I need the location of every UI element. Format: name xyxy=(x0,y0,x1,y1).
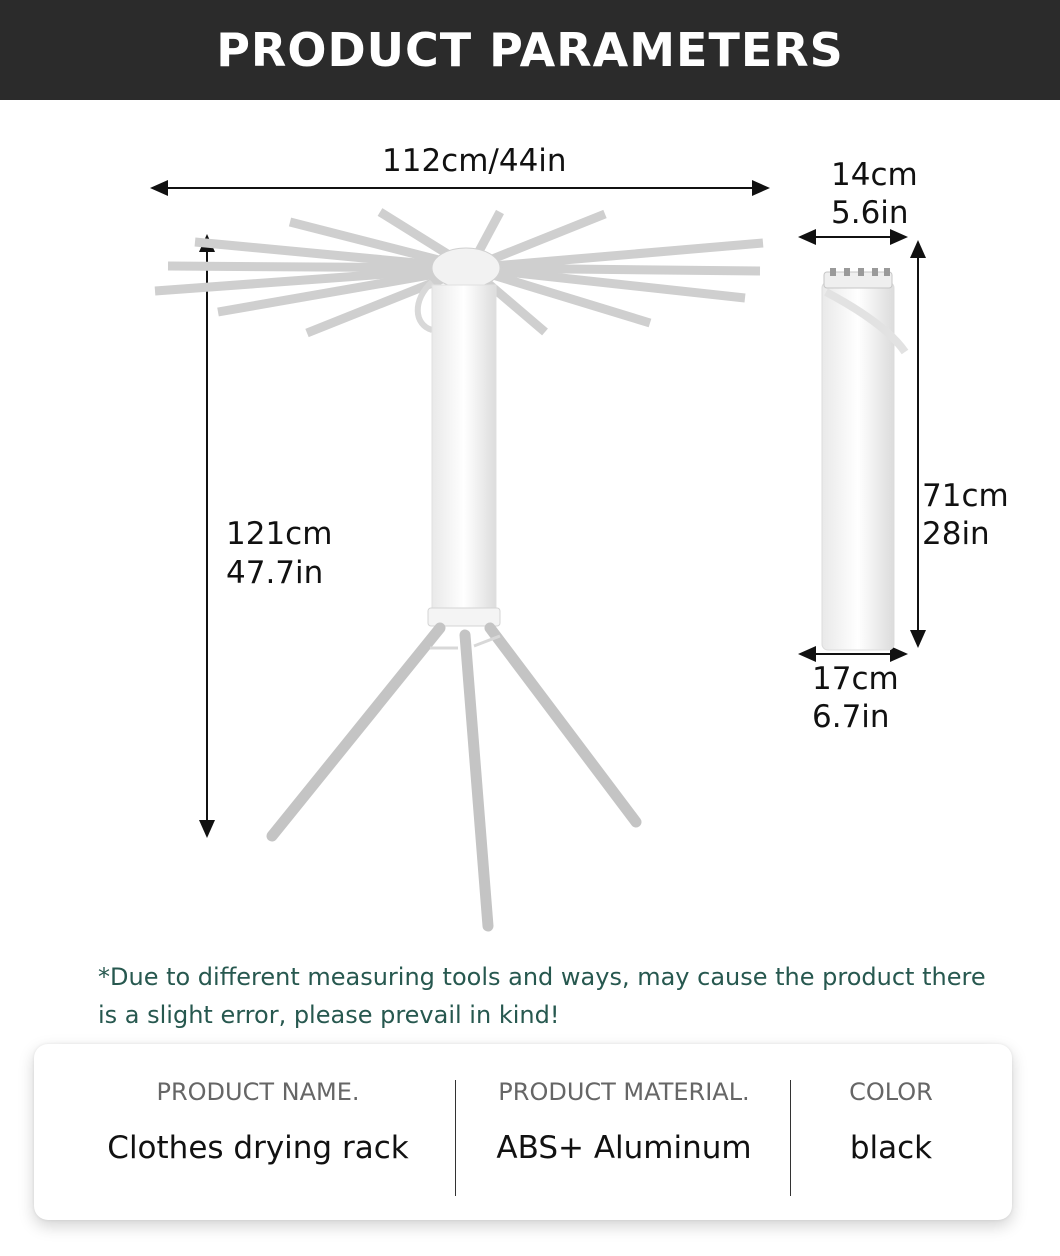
spec-color-column xyxy=(791,1044,991,1220)
product-material-label: PRODUCT MATERIAL. xyxy=(498,1078,750,1106)
folded-height-cm-label: 71cm xyxy=(922,478,1009,514)
bottom-diameter-cm-label: 17cm xyxy=(812,661,899,697)
width-label: 112cm/44in xyxy=(382,143,567,179)
product-material-value: ABS+ Aluminum xyxy=(496,1130,752,1166)
top-diameter-in-label: 5.6in xyxy=(831,195,909,231)
product-name-value: Clothes drying rack xyxy=(107,1130,409,1166)
rack-hub xyxy=(432,248,500,288)
folded-tube xyxy=(822,282,894,650)
page-title: PRODUCT PARAMETERS xyxy=(216,23,844,77)
spec-name-column xyxy=(34,1044,482,1220)
bottom-diameter-in-label: 6.7in xyxy=(812,699,890,735)
color-value: black xyxy=(849,1130,933,1166)
rack-pole xyxy=(432,285,496,615)
tripod-legs xyxy=(272,628,636,926)
spec-material-column xyxy=(456,1044,792,1220)
disclaimer-text: *Due to different measuring tools and ways, may cause the product there is a slight error, please prevail in kind! xyxy=(98,963,986,1029)
folded-height-in-label: 28in xyxy=(922,516,990,552)
product-name-label: PRODUCT NAME. xyxy=(156,1078,360,1106)
height-cm-label: 121cm xyxy=(226,516,333,552)
top-diameter-cm-label: 14cm xyxy=(831,157,918,193)
height-in-label: 47.7in xyxy=(226,555,324,591)
color-label: COLOR xyxy=(849,1078,933,1106)
spec-card xyxy=(34,1044,1012,1220)
